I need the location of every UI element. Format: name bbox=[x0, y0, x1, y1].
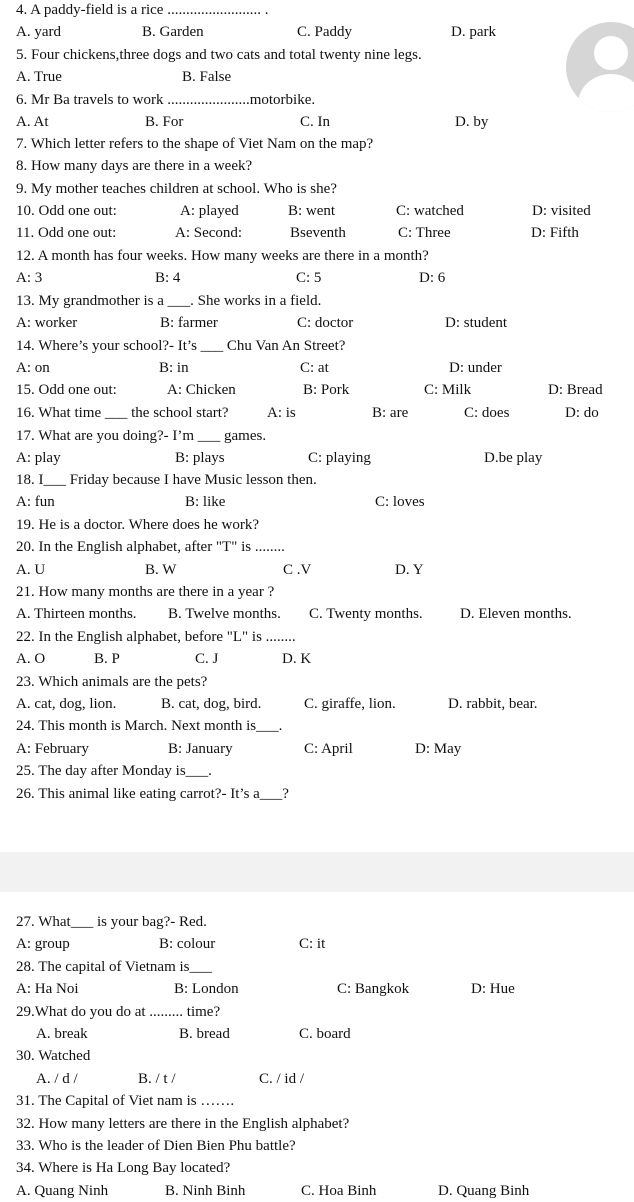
q12-option-b: B: 4 bbox=[155, 270, 181, 286]
q22-option-d: D. K bbox=[282, 651, 312, 667]
q16-option-b: B: are bbox=[372, 405, 409, 421]
q4-option-d: D. park bbox=[451, 24, 496, 40]
q4-option-b: B. Garden bbox=[142, 24, 204, 40]
q28-option-d: D: Hue bbox=[471, 981, 515, 997]
question-14: 14. Where’s your school?- It’s ___ Chu Van An Street? bbox=[16, 338, 346, 354]
q4-option-a: A. yard bbox=[16, 24, 61, 40]
q13-option-d: D: student bbox=[445, 315, 508, 331]
question-11: 11. Odd one out: bbox=[16, 225, 117, 241]
q12-option-a: A: 3 bbox=[16, 270, 43, 286]
q20-option-b: B. W bbox=[145, 562, 177, 578]
question-7: 7. Which letter refers to the shape of Viet Nam on the map? bbox=[16, 136, 374, 152]
q28-option-a: A: Ha Noi bbox=[16, 981, 79, 997]
question-27: 27. What___ is your bag?- Red. bbox=[16, 914, 207, 930]
question-28: 28. The capital of Vietnam is___ bbox=[16, 959, 213, 975]
question-31: 31. The Capital of Viet nam is ……. bbox=[16, 1093, 235, 1109]
q14-option-c: C: at bbox=[300, 360, 329, 376]
page-gap bbox=[0, 852, 634, 892]
q20-option-a: A. U bbox=[16, 562, 46, 578]
q13-option-c: C: doctor bbox=[297, 315, 354, 331]
q27-option-b: B: colour bbox=[159, 936, 216, 952]
question-24: 24. This month is March. Next month is___. bbox=[16, 718, 283, 734]
question-8: 8. How many days are there in a week? bbox=[16, 158, 253, 174]
q14-option-a: A: on bbox=[16, 360, 50, 376]
q16-option-d: D: do bbox=[565, 405, 599, 421]
question-18: 18. I___ Friday because I have Music lesson then. bbox=[16, 472, 317, 488]
q23-option-b: B. cat, dog, bird. bbox=[161, 696, 262, 712]
q22-option-c: C. J bbox=[195, 651, 219, 667]
q21-option-c: C. Twenty months. bbox=[309, 606, 423, 622]
q10-option-c: C: watched bbox=[396, 203, 464, 219]
question-6: 6. Mr Ba travels to work ......................motorbike. bbox=[16, 92, 316, 108]
q13-option-a: A: worker bbox=[16, 315, 78, 331]
question-16: 16. What time ___ the school start? bbox=[16, 405, 229, 421]
question-9: 9. My mother teaches children at school. Who is she? bbox=[16, 181, 337, 197]
q22-option-b: B. P bbox=[94, 651, 120, 667]
q28-option-b: B: London bbox=[174, 981, 239, 997]
q17-option-b: B: plays bbox=[175, 450, 225, 466]
q10-option-d: D: visited bbox=[532, 203, 591, 219]
q14-option-d: D: under bbox=[449, 360, 502, 376]
question-10: 10. Odd one out: bbox=[16, 203, 117, 219]
q12-option-c: C: 5 bbox=[296, 270, 322, 286]
q34-option-b: B. Ninh Binh bbox=[165, 1183, 246, 1199]
question-15: 15. Odd one out: bbox=[16, 382, 117, 398]
question-33: 33. Who is the leader of Dien Bien Phu battle? bbox=[16, 1138, 296, 1154]
q6-option-d: D. by bbox=[455, 114, 489, 130]
question-21: 21. How many months are there in a year ? bbox=[16, 584, 275, 600]
question-17: 17. What are you doing?- I’m ___ games. bbox=[16, 428, 267, 444]
q15-option-d: D: Bread bbox=[548, 382, 603, 398]
q23-option-d: D. rabbit, bear. bbox=[448, 696, 538, 712]
q11-option-d: D: Fifth bbox=[531, 225, 579, 241]
q34-option-c: C. Hoa Binh bbox=[301, 1183, 377, 1199]
q13-option-b: B: farmer bbox=[160, 315, 218, 331]
q21-option-d: D. Eleven months. bbox=[460, 606, 572, 622]
q27-option-c: C: it bbox=[299, 936, 326, 952]
q18-option-a: A: fun bbox=[16, 494, 55, 510]
q11-option-a: A: Second: bbox=[175, 225, 243, 241]
question-19: 19. He is a doctor. Where does he work? bbox=[16, 517, 259, 533]
question-20: 20. In the English alphabet, after "T" is ........ bbox=[16, 539, 285, 555]
q24-option-d: D: May bbox=[415, 741, 462, 757]
question-5: 5. Four chickens,three dogs and two cats and total twenty nine legs. bbox=[16, 47, 422, 63]
question-29: 29.What do you do at ......... time? bbox=[16, 1004, 221, 1020]
q30-option-c: C. / id / bbox=[259, 1071, 305, 1087]
question-25: 25. The day after Monday is___. bbox=[16, 763, 212, 779]
question-22: 22. In the English alphabet, before "L" is ........ bbox=[16, 629, 296, 645]
question-32: 32. How many letters are there in the English alphabet? bbox=[16, 1116, 350, 1132]
q10-option-b: B: went bbox=[288, 203, 336, 219]
q17-option-c: C: playing bbox=[308, 450, 371, 466]
q11-option-c: C: Three bbox=[398, 225, 451, 241]
q21-option-b: B. Twelve months. bbox=[168, 606, 281, 622]
q6-option-a: A. At bbox=[16, 114, 49, 130]
q5-option-b: B. False bbox=[182, 69, 232, 85]
q10-option-a: A: played bbox=[180, 203, 239, 219]
q23-option-c: C. giraffe, lion. bbox=[304, 696, 396, 712]
question-34: 34. Where is Ha Long Bay located? bbox=[16, 1160, 231, 1176]
q28-option-c: C: Bangkok bbox=[337, 981, 410, 997]
q17-option-d: D.be play bbox=[484, 450, 543, 466]
q5-option-a: A. True bbox=[16, 69, 62, 85]
q6-option-c: C. In bbox=[300, 114, 330, 130]
question-12: 12. A month has four weeks. How many weeks are there in a month? bbox=[16, 248, 429, 264]
q18-option-b: B: like bbox=[185, 494, 226, 510]
q4-option-c: C. Paddy bbox=[297, 24, 353, 40]
q34-option-a: A. Quang Ninh bbox=[16, 1183, 109, 1199]
q24-option-b: B: January bbox=[168, 741, 233, 757]
question-13: 13. My grandmother is a ___. She works in a field. bbox=[16, 293, 322, 309]
q27-option-a: A: group bbox=[16, 936, 70, 952]
q17-option-a: A: play bbox=[16, 450, 61, 466]
q15-option-b: B: Pork bbox=[303, 382, 350, 398]
q21-option-a: A. Thirteen months. bbox=[16, 606, 137, 622]
avatar-placeholder-icon bbox=[566, 22, 634, 112]
q23-option-a: A. cat, dog, lion. bbox=[16, 696, 117, 712]
q22-option-a: A. O bbox=[16, 651, 46, 667]
q20-option-c: C .V bbox=[283, 562, 312, 578]
q20-option-d: D. Y bbox=[395, 562, 424, 578]
q29-option-c: C. board bbox=[299, 1026, 351, 1042]
q14-option-b: B: in bbox=[159, 360, 189, 376]
q18-option-c: C: loves bbox=[375, 494, 425, 510]
q16-option-c: C: does bbox=[464, 405, 510, 421]
q29-option-a: A. break bbox=[36, 1026, 88, 1042]
q29-option-b: B. bread bbox=[179, 1026, 230, 1042]
q30-option-b: B. / t / bbox=[138, 1071, 176, 1087]
q6-option-b: B. For bbox=[145, 114, 184, 130]
question-30: 30. Watched bbox=[16, 1048, 91, 1064]
q24-option-a: A: February bbox=[16, 741, 89, 757]
q16-option-a: A: is bbox=[267, 405, 296, 421]
q11-option-b: Bseventh bbox=[290, 225, 346, 241]
q30-option-a: A. / d / bbox=[36, 1071, 78, 1087]
q15-option-c: C: Milk bbox=[424, 382, 472, 398]
q34-option-d: D. Quang Binh bbox=[438, 1183, 530, 1199]
q12-option-d: D: 6 bbox=[419, 270, 446, 286]
question-26: 26. This animal like eating carrot?- It’s a___? bbox=[16, 786, 289, 802]
q15-option-a: A: Chicken bbox=[167, 382, 236, 398]
q24-option-c: C: April bbox=[304, 741, 353, 757]
question-4: 4. A paddy-field is a rice ......................... . bbox=[16, 2, 269, 18]
question-23: 23. Which animals are the pets? bbox=[16, 674, 208, 690]
